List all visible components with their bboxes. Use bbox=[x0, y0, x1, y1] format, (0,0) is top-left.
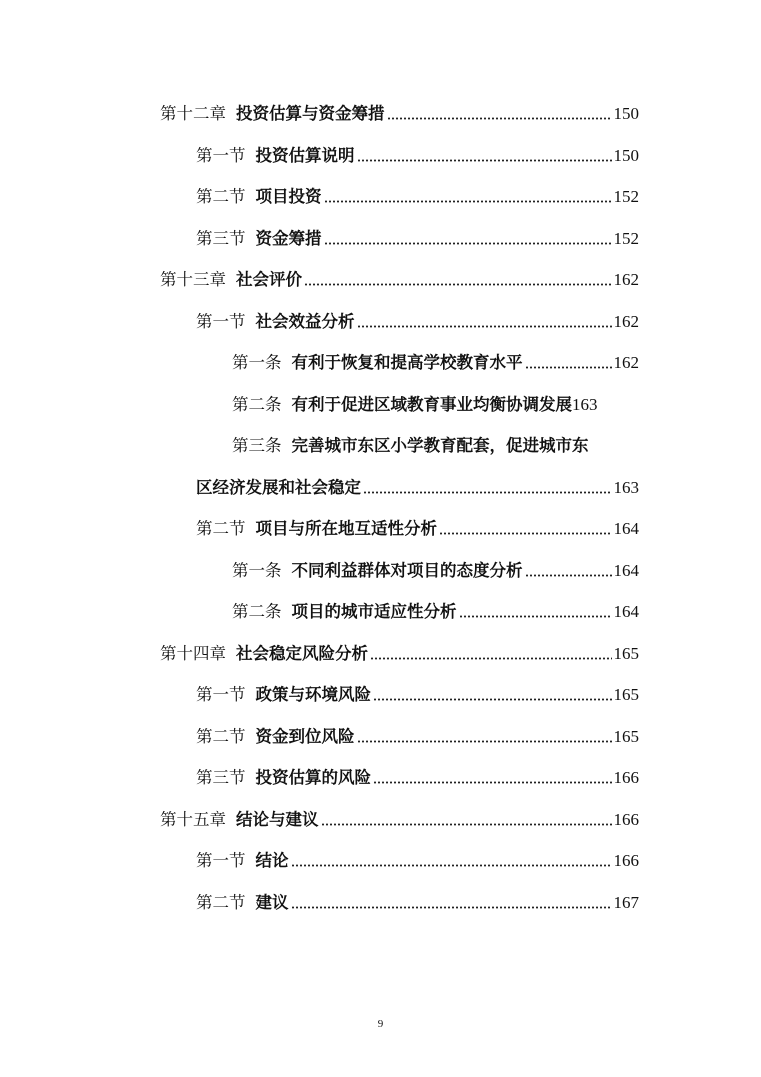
toc-page: 152 bbox=[613, 229, 639, 248]
toc-entry-chapter-14[interactable] bbox=[160, 634, 639, 664]
toc-entry-article[interactable] bbox=[232, 385, 639, 415]
toc-title: 投资估算的风险 bbox=[255, 768, 371, 787]
toc-page: 166 bbox=[613, 810, 639, 829]
dot-leader bbox=[324, 242, 612, 245]
toc-label: 第十三章 bbox=[160, 270, 226, 289]
toc-entry-section[interactable] bbox=[196, 177, 639, 207]
dot-leader bbox=[525, 574, 612, 577]
toc-label: 第十二章 bbox=[160, 104, 226, 123]
toc-title: 区经济发展和社会稳定 bbox=[196, 478, 361, 497]
toc-label: 第一条 bbox=[232, 353, 282, 372]
toc-page: 164 bbox=[613, 602, 639, 621]
dot-leader bbox=[304, 283, 612, 286]
toc-entry-article[interactable] bbox=[232, 343, 639, 373]
dot-leader bbox=[357, 325, 612, 328]
dot-leader bbox=[373, 698, 612, 701]
toc-page: 163 bbox=[613, 478, 639, 497]
dot-leader bbox=[370, 657, 612, 660]
toc-label: 第三节 bbox=[196, 229, 246, 248]
toc-title: 完善城市东区小学教育配套，促进城市东 bbox=[291, 436, 589, 455]
toc-title: 社会效益分析 bbox=[255, 312, 355, 331]
toc-entry-chapter-15[interactable] bbox=[160, 800, 639, 830]
dot-leader bbox=[525, 366, 612, 369]
toc-entry-chapter-12[interactable] bbox=[160, 94, 639, 124]
toc-title: 结论与建议 bbox=[236, 810, 319, 829]
toc-title: 项目与所在地互适性分析 bbox=[255, 519, 437, 538]
dot-leader bbox=[321, 823, 612, 826]
toc-entry-article-wrapped[interactable] bbox=[232, 426, 589, 456]
toc-title: 项目的城市适应性分析 bbox=[291, 602, 457, 621]
toc-title: 不同利益群体对项目的态度分析 bbox=[291, 561, 523, 580]
dot-leader bbox=[291, 906, 612, 909]
toc-title: 结论 bbox=[255, 851, 289, 870]
toc-label: 第十四章 bbox=[160, 644, 226, 663]
dot-leader bbox=[363, 491, 612, 494]
toc-page: 165 bbox=[613, 644, 639, 663]
dot-leader bbox=[324, 200, 612, 203]
toc-page: 162 bbox=[613, 270, 639, 289]
toc-label: 第二条 bbox=[232, 395, 282, 414]
toc-entry-chapter-13[interactable] bbox=[160, 260, 639, 290]
toc-page: 163 bbox=[572, 395, 598, 414]
toc-entry-article-continuation[interactable] bbox=[196, 468, 639, 498]
toc-page: 165 bbox=[613, 727, 639, 746]
toc-page: 164 bbox=[613, 561, 639, 580]
toc-label: 第一节 bbox=[196, 146, 246, 165]
toc-label: 第一节 bbox=[196, 685, 246, 704]
toc-title: 投资估算与资金筹措 bbox=[236, 104, 385, 123]
toc-page: 166 bbox=[613, 851, 639, 870]
dot-leader bbox=[387, 117, 612, 120]
toc-label: 第三节 bbox=[196, 768, 246, 787]
toc-entry-article[interactable] bbox=[232, 551, 639, 581]
toc-entry-section[interactable] bbox=[196, 883, 639, 913]
dot-leader bbox=[357, 740, 612, 743]
toc-page: 150 bbox=[613, 146, 639, 165]
toc-title: 项目投资 bbox=[255, 187, 322, 206]
toc-entry-section[interactable] bbox=[196, 675, 639, 705]
toc-entry-section[interactable] bbox=[196, 302, 639, 332]
toc-page: 150 bbox=[613, 104, 639, 123]
toc-label: 第二条 bbox=[232, 602, 282, 621]
toc-page: 164 bbox=[613, 519, 639, 538]
toc-label: 第三条 bbox=[232, 436, 282, 455]
toc-entry-section[interactable] bbox=[196, 136, 639, 166]
toc-page: 167 bbox=[613, 893, 639, 912]
toc-title: 投资估算说明 bbox=[255, 146, 355, 165]
toc-label: 第一节 bbox=[196, 851, 246, 870]
dot-leader bbox=[439, 532, 612, 535]
toc-title: 社会稳定风险分析 bbox=[236, 644, 368, 663]
toc-label: 第一条 bbox=[232, 561, 282, 580]
dot-leader bbox=[459, 615, 612, 618]
toc-title: 有利于恢复和提高学校教育水平 bbox=[291, 353, 523, 372]
toc-page: 152 bbox=[613, 187, 639, 206]
toc-label: 第十五章 bbox=[160, 810, 226, 829]
toc-title: 有利于促进区域教育事业均衡协调发展 bbox=[291, 395, 572, 414]
toc-entry-section[interactable] bbox=[196, 509, 639, 539]
toc-entry-section[interactable] bbox=[196, 758, 639, 788]
toc-label: 第二节 bbox=[196, 893, 246, 912]
dot-leader bbox=[291, 864, 612, 867]
toc-title: 社会评价 bbox=[236, 270, 302, 289]
toc-entry-section[interactable] bbox=[196, 219, 639, 249]
toc-title: 资金到位风险 bbox=[255, 727, 355, 746]
dot-leader bbox=[357, 159, 612, 162]
toc-title: 政策与环境风险 bbox=[255, 685, 371, 704]
toc-label: 第二节 bbox=[196, 519, 246, 538]
toc-label: 第二节 bbox=[196, 187, 246, 206]
toc-label: 第二节 bbox=[196, 727, 246, 746]
toc-title: 资金筹措 bbox=[255, 229, 322, 248]
toc-page: 162 bbox=[613, 312, 639, 331]
toc-entry-section[interactable] bbox=[196, 841, 639, 871]
toc-page: 166 bbox=[613, 768, 639, 787]
page-number: 9 bbox=[377, 1018, 384, 1030]
dot-leader bbox=[373, 781, 612, 784]
toc-label: 第一节 bbox=[196, 312, 246, 331]
toc-page: 165 bbox=[613, 685, 639, 704]
toc-title: 建议 bbox=[255, 893, 289, 912]
toc-page: 162 bbox=[613, 353, 639, 372]
toc-entry-section[interactable] bbox=[196, 717, 639, 747]
toc-entry-article[interactable] bbox=[232, 592, 639, 622]
